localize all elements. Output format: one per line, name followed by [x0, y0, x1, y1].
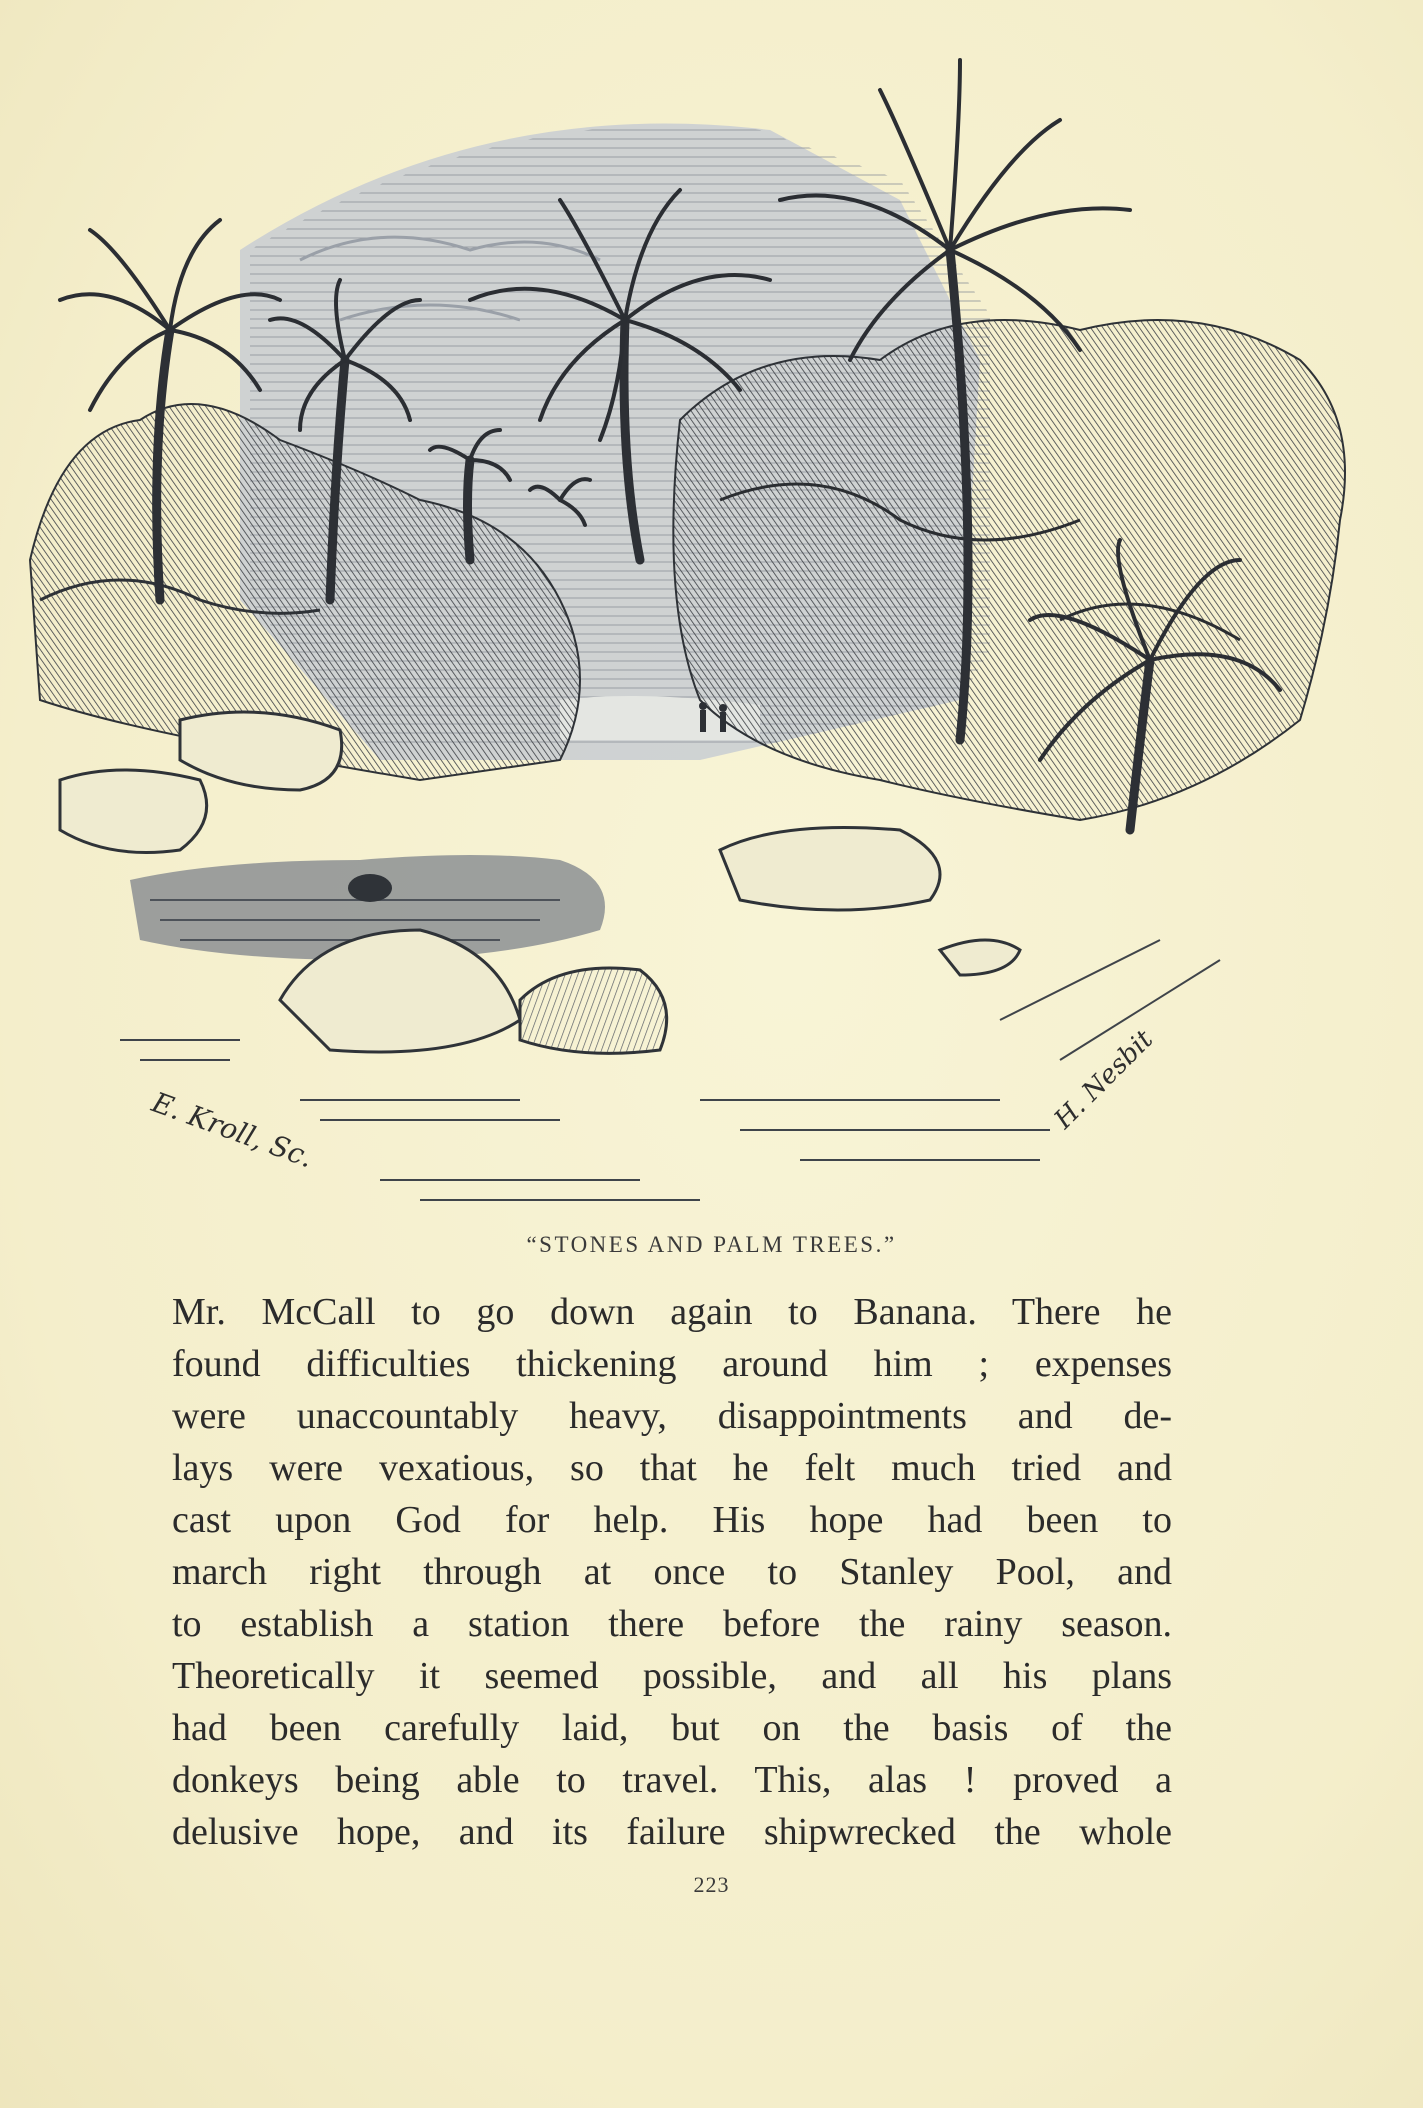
page-number: 223: [693, 1872, 730, 1897]
body-paragraph: [172, 1286, 1172, 1858]
illustration-caption: “STONES AND PALM TREES.”: [526, 1232, 897, 1257]
right-foliage: [673, 320, 1345, 820]
engraver-signature-left: E. Kroll, Sc.: [147, 1085, 318, 1175]
text-line: cast upon God for help. His hope had been to: [172, 1499, 1172, 1541]
text-line: donkeys being able to travel. This, alas ! proved a: [172, 1759, 1172, 1801]
text-line: found difficulties thickening around him ; expenses: [172, 1343, 1172, 1385]
text-line: march right through at once to Stanley Pool, and: [172, 1551, 1172, 1593]
text-line: were unaccountably heavy, disappointments and de-: [172, 1395, 1172, 1437]
text-line: to establish a station there before the rainy season.: [172, 1603, 1172, 1645]
text-line: delusive hope, and its failure shipwrecked the whole: [172, 1811, 1172, 1853]
text-line: lays were vexatious, so that he felt much tried and: [172, 1447, 1172, 1489]
artist-signature-right: H. Nesbit: [1048, 1024, 1160, 1135]
text-line: had been carefully laid, but on the basis of the: [172, 1707, 1172, 1749]
text-line: Theoretically it seemed possible, and all his plans: [172, 1655, 1172, 1697]
text-line: Mr. McCall to go down again to Banana. There he: [172, 1291, 1172, 1333]
